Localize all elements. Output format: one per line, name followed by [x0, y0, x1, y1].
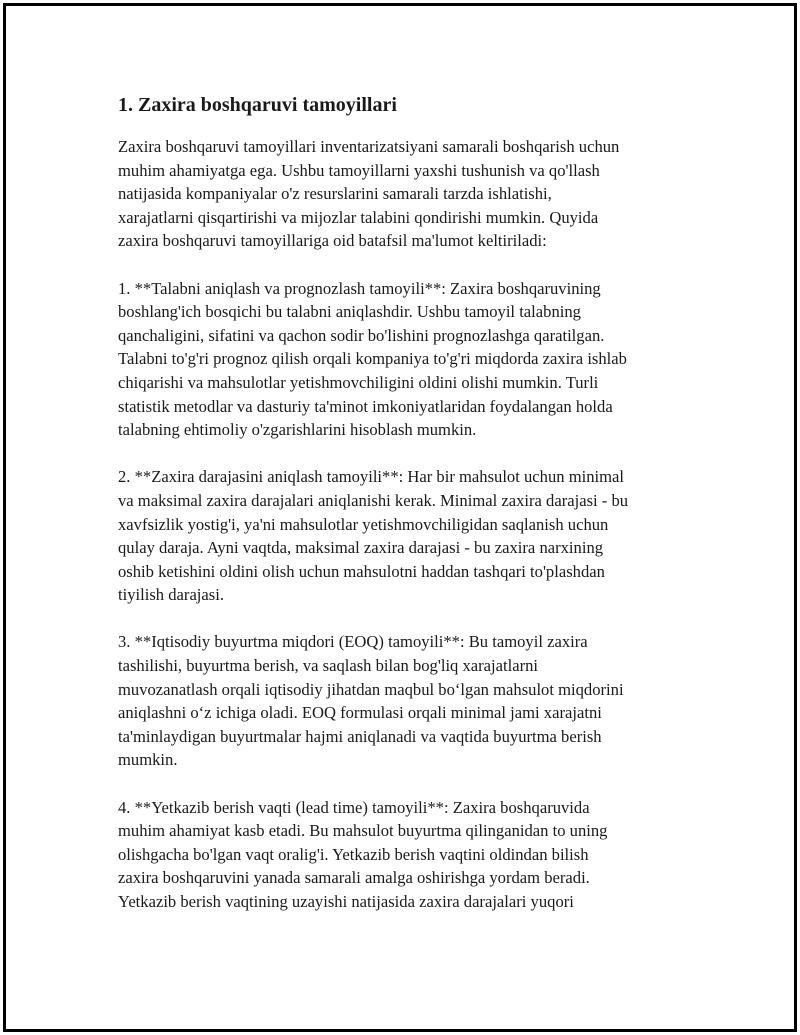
- intro-paragraph: Zaxira boshqaruvi tamoyillari inventarizatsiyani samarali boshqarish uchun muhim ahamiyatga ega. Ushbu tamoyillarni yaxshi tushunish va qo'llash natijasida kompaniyalar o'z resurslarini samarali tarzda ishlatishi, xarajatlarni qisqartirishi va mijozlar talabini qondirishi mumkin. Quyida zaxira boshqaruvi tamoyillariga oid batafsil ma'lumot keltiriladi:: [118, 137, 620, 251]
- section-title: 1. Zaxira boshqaruvi tamoyillari: [118, 94, 397, 116]
- paragraph-eoq: 3. **Iqtisodiy buyurtma miqdori (EOQ) tamoyili**: Bu tamoyil zaxira tashilishi, buyurtma berish, va saqlash bilan bog'liq xarajatlarni muvozanatlash orqali iqtisodiy jihatdan maqbul bo‘lgan mahsulot miqdorini aniqlashni o‘z ichiga oladi. EOQ formulasi orqali minimal jami xarajatni ta'minlaydigan buyurtmalar hajmi aniqlanadi va vaqtida buyurtma berish mumkin.: [118, 632, 624, 770]
- paragraph-lead-time: 4. **Yetkazib berish vaqti (lead time) tamoyili**: Zaxira boshqaruvida muhim ahamiyat kasb etadi. Bu mahsulot buyurtma qilinganidan to uning olishgacha bo'lgan vaqt oralig'i. Yetkazib berish vaqtini oldindan bilish zaxira boshqaruvini yanada samarali amalga oshirishga yordam beradi. Yetkazib berish vaqtining uzayishi natijasida zaxira darajalari yuqori: [118, 797, 608, 911]
- paragraph-demand-forecasting: 1. **Talabni aniqlash va prognozlash tamoyili**: Zaxira boshqaruvining boshlang'ich bosqichi bu talabni aniqlashdir. Ushbu tamoyil talabning qanchaligini, sifatini va qachon sodir bo'lishini prognozlashga qaratilgan. Talabni to'g'ri prognoz qilish orqali kompaniya to'g'ri miqdorda zaxira ishlab chiqarishi va mahsulotlar yetishmovchiligini oldini olishi mumkin. Turli statistik metodlar va dasturiy ta'minot imkoniyatlaridan foydalangan holda talabning ehtimoliy o'zgarishlarini hisoblash mumkin.: [118, 278, 627, 440]
- document-body: [118, 90, 718, 937]
- paragraph-stock-level: 2. **Zaxira darajasini aniqlash tamoyili**: Har bir mahsulot uchun minimal va maksimal zaxira darajalari aniqlanishi kerak. Minimal zaxira darajasi - bu xavfsizlik yostig'i, ya'ni mahsulotlar yetishmovchiligidan saqlanish uchun qulay daraja. Ayni vaqtda, maksimal zaxira darajasi - bu zaxira narxining oshib ketishini oldini olish uchun mahsulotni haddan tashqari to'plashdan tiyilish darajasi.: [118, 467, 629, 605]
